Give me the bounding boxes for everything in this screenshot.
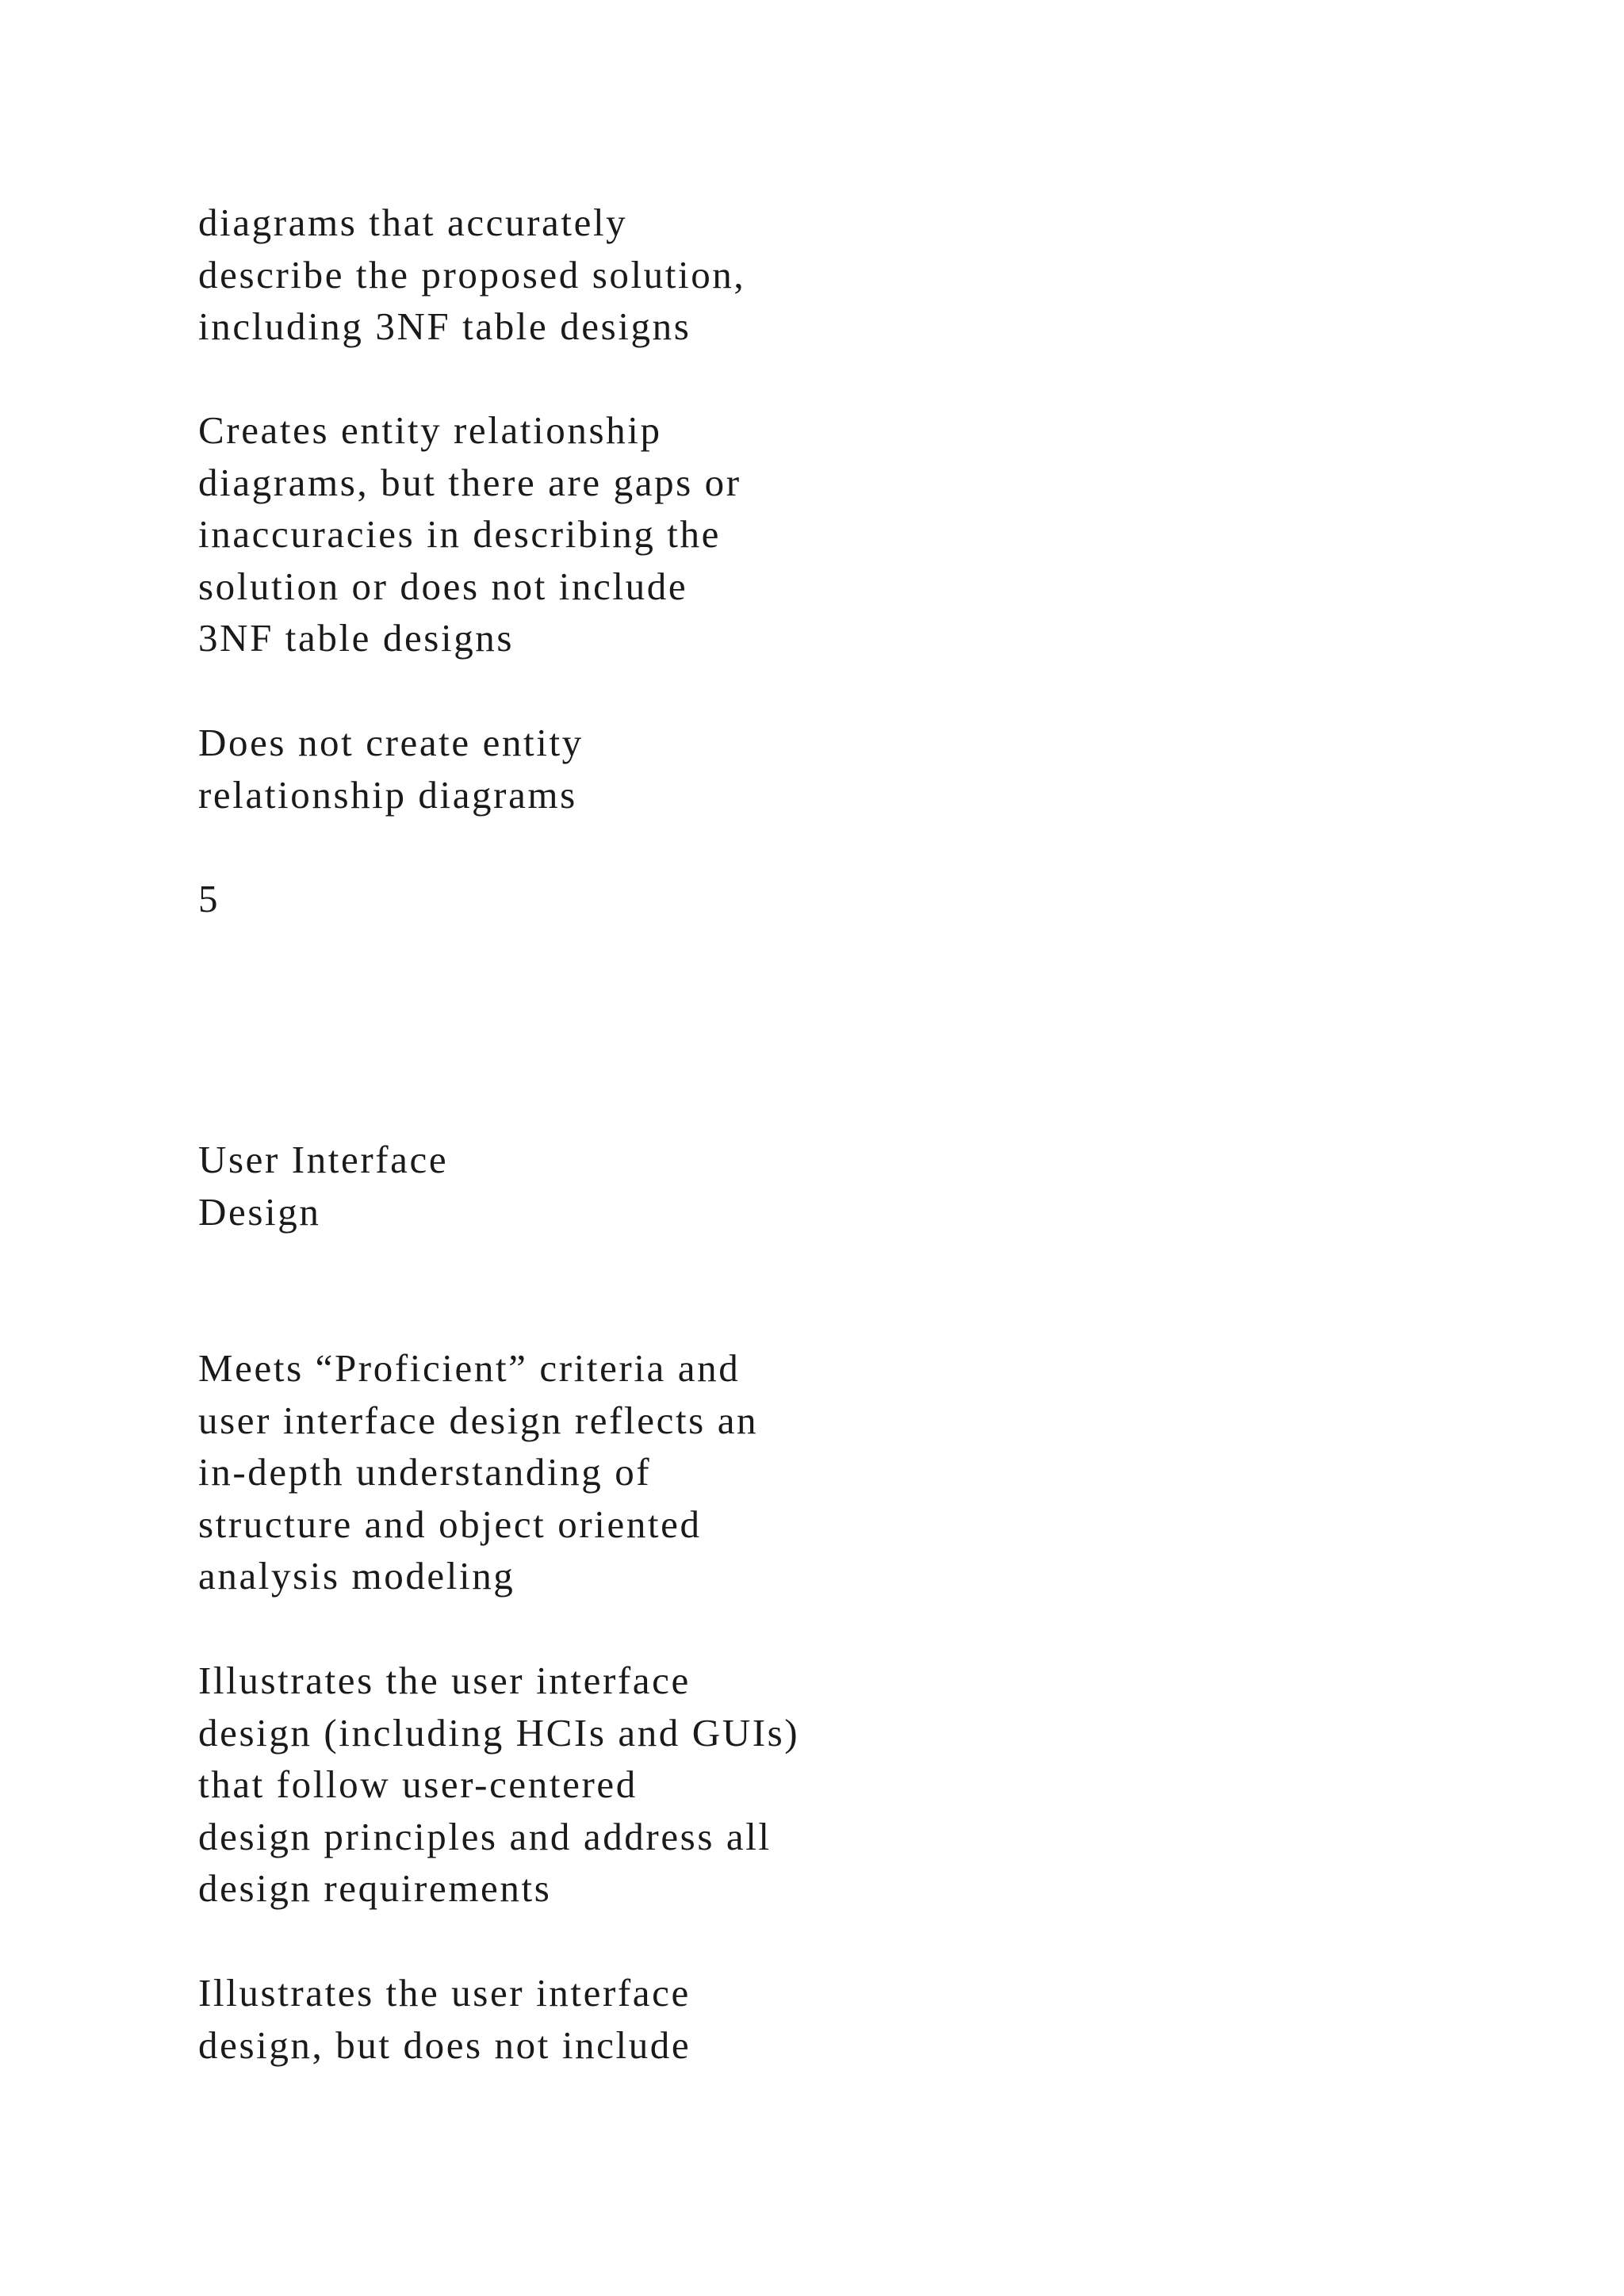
text-line: describe the proposed solution, — [198, 252, 746, 297]
text-line: solution or does not include — [198, 564, 688, 608]
exemplary-ui-criteria — [198, 1342, 758, 1602]
text-line: including 3NF table designs — [198, 304, 691, 349]
text-line: Meets “Proficient” criteria and — [198, 1346, 741, 1390]
text-line: Illustrates the user interface — [198, 1659, 691, 1702]
exemplary-er-criteria — [198, 197, 745, 353]
text-line: structure and object oriented — [198, 1502, 702, 1546]
proficient-ui-criteria — [198, 1655, 799, 1915]
text-line: User Interface — [198, 1138, 449, 1181]
text-line: design, but does not include — [198, 2022, 691, 2067]
text-line: Design — [198, 1189, 321, 1234]
criterion-heading — [198, 1134, 448, 1238]
text-line: Creates entity relationship — [198, 408, 662, 452]
text-line: diagrams that accurately — [198, 201, 628, 244]
text-line: design requirements — [198, 1866, 552, 1911]
needs-improvement-ui-criteria — [198, 1967, 691, 2071]
text-line: inaccuracies in describing the — [198, 512, 721, 557]
text-line: design principles and address all — [198, 1814, 772, 1858]
text-line: design (including HCIs and GUIs) — [198, 1710, 800, 1755]
text-line: Illustrates the user interface — [198, 1971, 691, 2015]
text-line: diagrams, but there are gaps or — [198, 460, 741, 504]
proficient-er-criteria — [198, 404, 741, 664]
text-line: that follow user-centered — [198, 1762, 638, 1807]
text-line: Does not create entity — [198, 721, 584, 764]
text-line: in-depth understanding of — [198, 1450, 652, 1494]
text-line: user interface design reflects an — [198, 1398, 759, 1442]
needs-improvement-er-criteria — [198, 717, 584, 821]
text-line: analysis modeling — [198, 1554, 515, 1598]
text-line: 3NF table designs — [198, 616, 515, 660]
text-line: relationship diagrams — [198, 772, 577, 817]
criterion-value — [198, 873, 220, 925]
text-line: 5 — [198, 877, 220, 920]
